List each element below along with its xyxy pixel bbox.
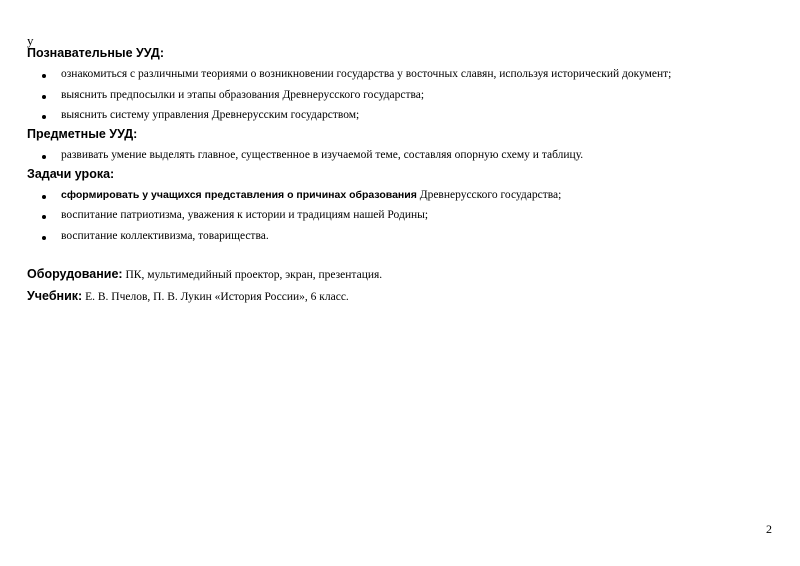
equipment-label: Оборудование:	[27, 267, 123, 281]
list-item-text: выяснить предпосылки и этапы образования Древнерусского государства;	[61, 89, 425, 101]
bullet-icon	[42, 195, 46, 199]
list-item-text: развивать умение выделять главное, существенное в изучаемой теме, составляя опорную схему и таблицу.	[61, 149, 584, 161]
heading-lesson-tasks	[27, 167, 114, 181]
list-item-bold-text: сформировать у учащихся представления о причинах образования	[61, 189, 417, 201]
bullet-icon	[42, 215, 46, 219]
equipment-value: ПК, мультимедийный проектор, экран, презентация.	[122, 269, 383, 281]
list-item-text: выяснить систему управления Древнерусским государством;	[61, 109, 360, 121]
bullet-icon	[42, 95, 46, 99]
list-item-text	[61, 189, 561, 201]
heading-lesson-tasks-text: Задачи урока	[27, 167, 111, 181]
stray-character: у	[27, 33, 34, 48]
list-item-text: воспитание коллективизма, товарищества.	[61, 230, 269, 242]
page-number: 2	[766, 522, 772, 536]
bullet-icon	[42, 155, 46, 159]
heading-subject-uud: Предметные УУД:	[27, 127, 138, 141]
heading-lesson-tasks-colon: :	[110, 167, 115, 181]
equipment-line	[27, 267, 382, 281]
bullet-icon	[42, 236, 46, 240]
list-item-rest-text: Древнерусского государства;	[416, 189, 562, 201]
bullet-icon	[42, 74, 46, 78]
list-item-text: воспитание патриотизма, уважения к истории и традициям нашей Родины;	[61, 209, 429, 221]
textbook-value: Е. В. Пчелов, П. В. Лукин «История России», 6 класс.	[82, 291, 349, 303]
textbook-line	[27, 289, 349, 303]
textbook-label: Учебник:	[27, 289, 83, 303]
heading-cognitive-uud: Познавательные УУД:	[27, 46, 164, 60]
bullet-icon	[42, 115, 46, 119]
list-item-text: ознакомиться с различными теориями о возникновении государства у восточных славян, используя исторический документ;	[61, 68, 672, 80]
